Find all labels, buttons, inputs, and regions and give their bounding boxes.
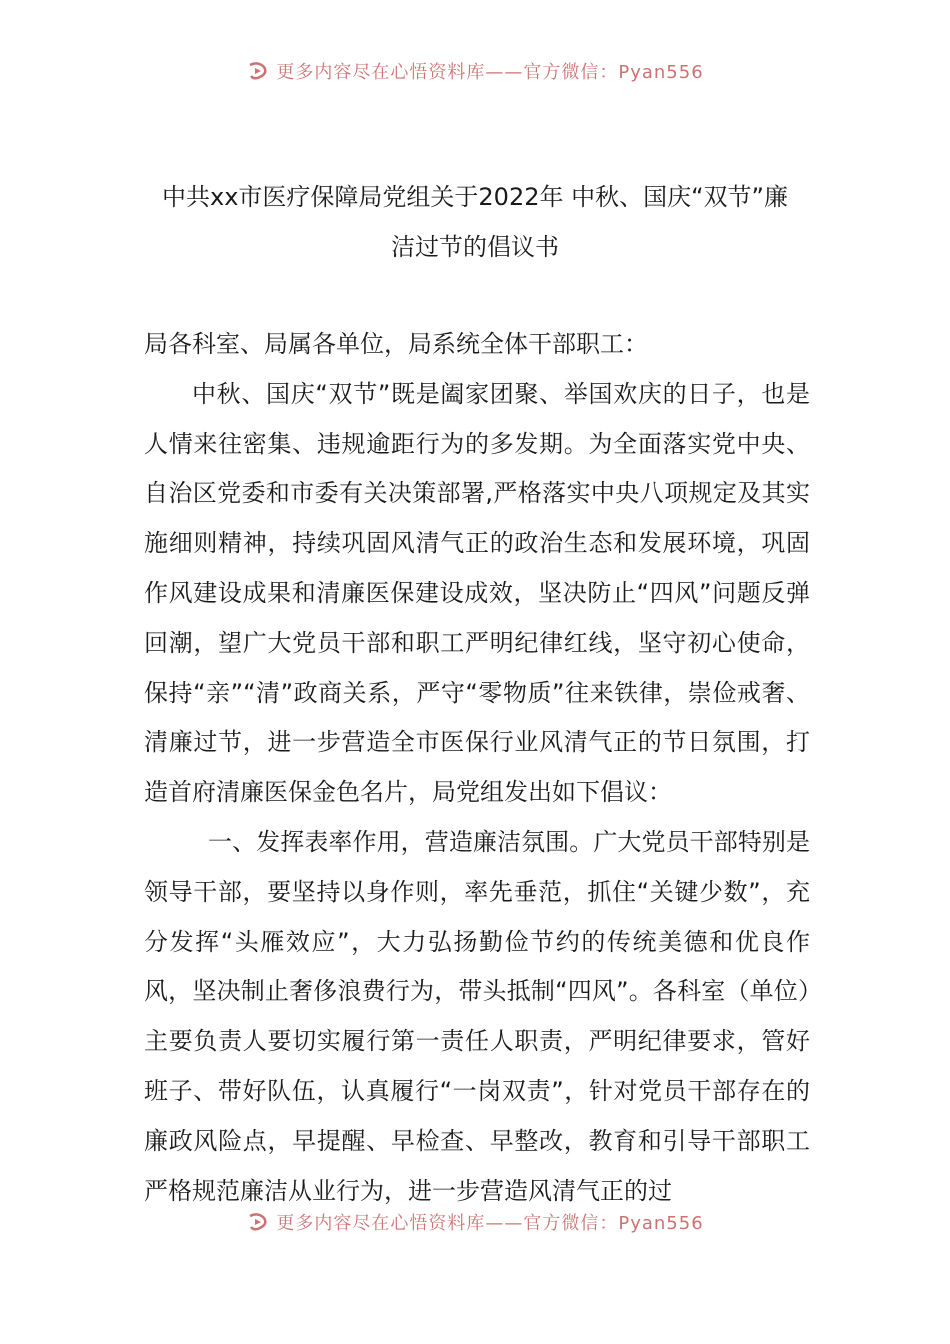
- paragraph-intro: 中秋、国庆“双节”既是阖家团聚、举国欢庆的日子，也是人情来往密集、违规逾距行为的多发期。为全面落实党中央、自治区党委和市委有关决策部署,严格落实中央八项规定及其实施细则精神，持续巩固风清气正的政治生态和发展环境，巩固作风建设成果和清廉医保建设成效，坚决防止“四风”问题反弹回潮，望广大党员干部和职工严明纪律红线，坚守初心使命，保持“亲”“清”政商关系，严守“零物质”往来铁律，崇俭戒奢、清廉过节，进一步营造全市医保行业风清气正的节日氛围，打造首府清廉医保金色名片，局党组发出如下倡议：: [144, 379, 810, 807]
- document-body: [144, 320, 810, 1216]
- watermark-logo-icon: [246, 1210, 270, 1234]
- watermark-footer: [0, 1209, 950, 1235]
- watermark-text: 更多内容尽在心悟资料库——官方微信：Pyan556: [276, 1213, 704, 1234]
- title-line-1: 中共xx市医疗保障局党组关于2022年 中秋、国庆“双节”廉: [162, 183, 788, 211]
- watermark-header: [0, 58, 950, 84]
- paragraph-item-1: 一、发挥表率作用，营造廉洁氛围。广大党员干部特别是领导干部，要坚持以身作则，率先垂范，抓住“关键少数”，充分发挥“头雁效应”，大力弘扬勤俭节约的传统美德和优良作风，坚决制止奢侈浪费行为，带头抵制“四风”。各科室（单位）主要负责人要切实履行第一责任人职责，严明纪律要求，管好班子、带好队伍，认真履行“一岗双责”，针对党员干部存在的廉政风险点，早提醒、早检查、早整改，教育和引导干部职工严格规范廉洁从业行为，进一步营造风清气正的过: [144, 827, 810, 1205]
- title-line-2: 洁过节的倡议书: [391, 233, 559, 261]
- salutation: 局各科室、局属各单位，局系统全体干部职工：: [144, 330, 648, 358]
- watermark-text: 更多内容尽在心悟资料库——官方微信：Pyan556: [276, 62, 704, 83]
- watermark-logo-icon: [246, 59, 270, 83]
- document-title: [140, 172, 810, 272]
